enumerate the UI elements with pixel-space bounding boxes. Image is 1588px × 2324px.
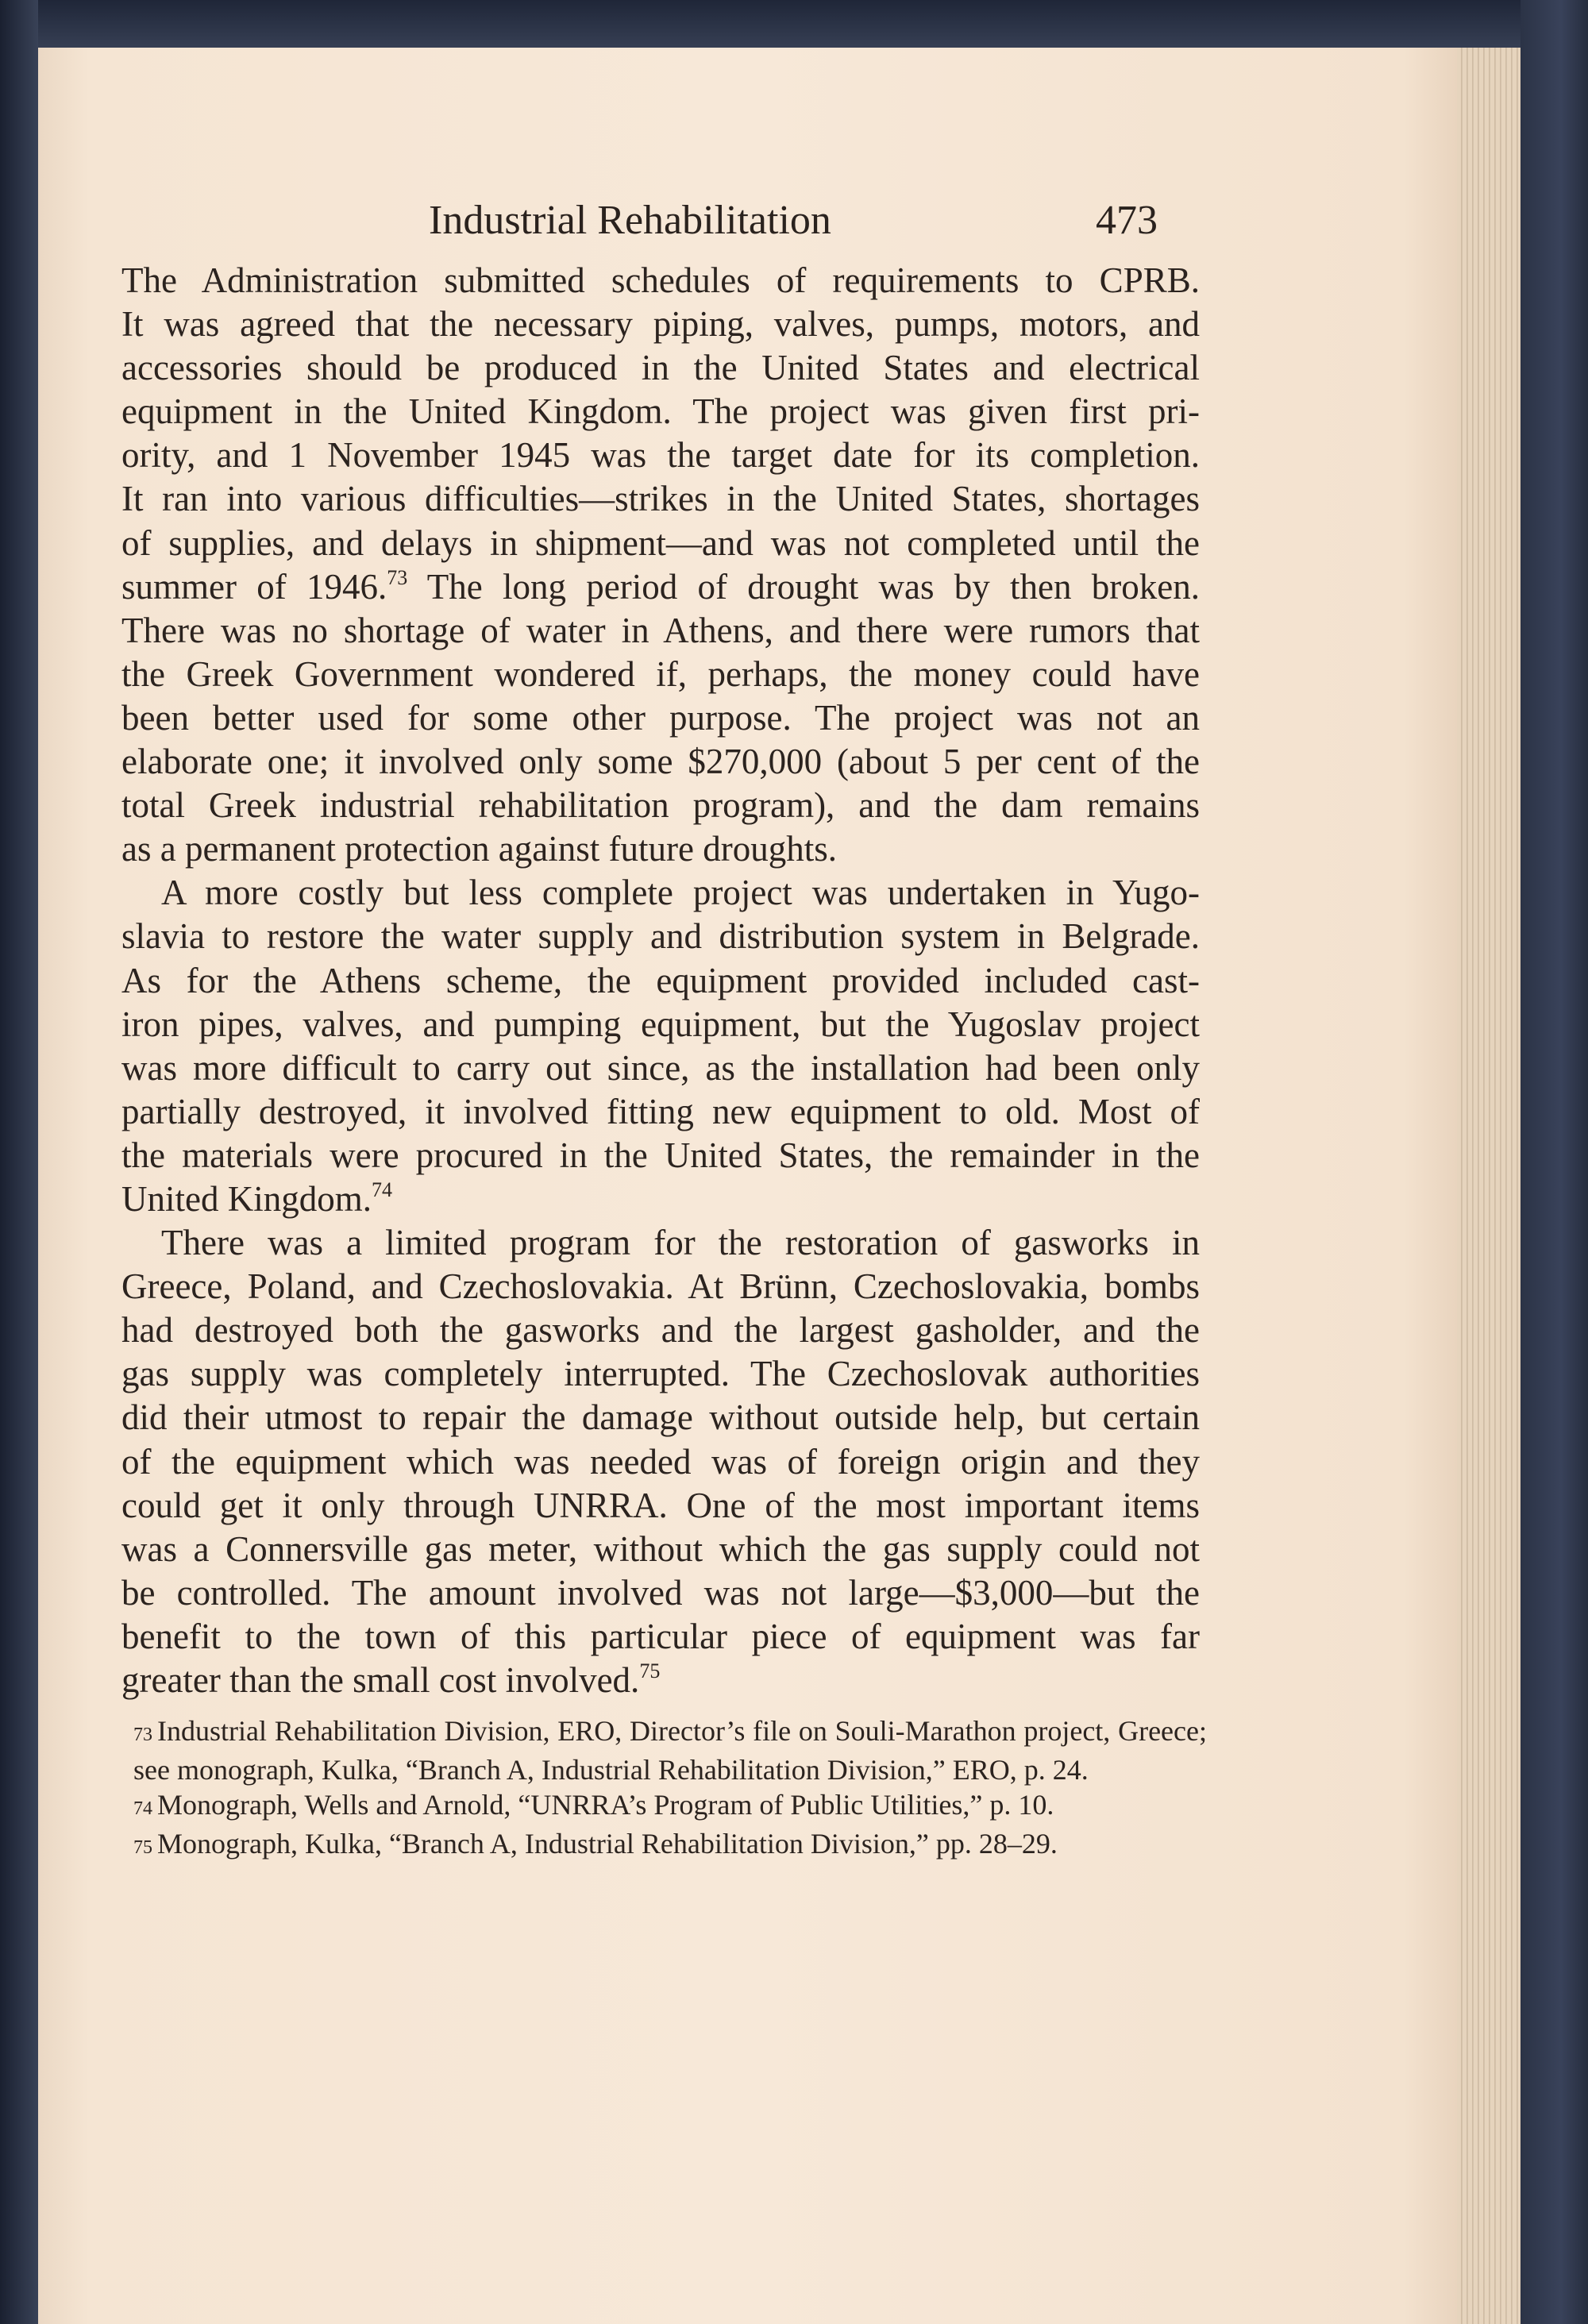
text-line: gas supply was completely interrupted. The Czechoslovak authorities [121, 1354, 1200, 1394]
text-line: be controlled. The amount involved was not large—$3,000—but the [121, 1572, 1200, 1613]
book-binding-left [0, 0, 38, 2324]
text-line: There was a limited program for the restoration of gasworks in [161, 1223, 1200, 1263]
footnote-text: Monograph, Wells and Arnold, “UNRRA’s Program of Public Utilities,” p. 10. [157, 1789, 1054, 1821]
text-line: of supplies, and delays in shipment—and was not completed until the [121, 522, 1200, 563]
footnote [133, 1787, 1207, 1826]
text-line: Greece, Poland, and Czechoslovakia. At Brünn, Czechoslovakia, bombs [121, 1266, 1200, 1307]
footnote-text: Monograph, Kulka, “Branch A, Industrial Rehabilitation Division,” pp. 28–29. [157, 1828, 1058, 1860]
text-line: as a permanent protection against future droughts. [121, 829, 837, 869]
text-line: accessories should be produced in the United States and electrical [121, 348, 1200, 388]
text-line: It was agreed that the necessary piping, valves, pumps, motors, and [121, 304, 1200, 345]
text-line: The Administration submitted schedules of requirements to CPRB. [121, 260, 1200, 300]
footnote-number: 74 [133, 1798, 152, 1819]
running-title: Industrial Rehabilitation [429, 198, 831, 243]
text-line: did their utmost to repair the damage without outside help, but certain [121, 1397, 1200, 1438]
footnote [133, 1713, 1207, 1787]
text-line: ority, and 1 November 1945 was the target date for its completion. [121, 435, 1200, 476]
text-line: benefit to the town of this particular piece of equipment was far [121, 1616, 1200, 1656]
body-text [121, 259, 1200, 1702]
text-line: could get it only through UNRRA. One of the most important items [121, 1485, 1200, 1525]
text-line: United Kingdom.$^{74}$ [121, 1177, 392, 1219]
text-line: total Greek industrial rehabilitation program), and the dam remains [121, 785, 1200, 826]
book-cover-right-edge [1521, 0, 1588, 2324]
text-line: had destroyed both the gasworks and the largest gasholder, and the [121, 1310, 1200, 1351]
footnote-ref: 73 [387, 565, 408, 589]
page-edges-stack [1457, 48, 1521, 2324]
text-line: the materials were procured in the United States, the remainder in the [121, 1135, 1200, 1175]
text-line: summer of 1946.73 The long period of drought was by then broken. [121, 565, 1200, 607]
text-line: There was no shortage of water in Athens, and there were rumors that [121, 610, 1200, 650]
footnotes [133, 1713, 1207, 1865]
footnote-number: 73 [133, 1725, 152, 1745]
page-number: 473 [1096, 198, 1158, 243]
footnote-text: Industrial Rehabilitation Division, ERO, Director’s file on Souli-Marathon project, Greece; see monograph, Kulka, “Branch A, Industrial Rehabilitation Division,” ERO, p. 24. [133, 1715, 1207, 1786]
text-line: equipment in the United Kingdom. The project was given first pri- [121, 391, 1200, 432]
footnote-ref: 74 [371, 1177, 392, 1201]
text-line: greater than the small cost involved.$^{75}$ [121, 1659, 661, 1700]
footnote [133, 1826, 1207, 1865]
text-line: was a Connersville gas meter, without which the gas supply could not [121, 1528, 1200, 1569]
text-line: iron pipes, valves, and pumping equipment, but the Yugoslav project [121, 1004, 1200, 1044]
text-line: A more costly but less complete project was undertaken in Yugo- [161, 873, 1200, 913]
text-line: the Greek Government wondered if, perhaps, the money could have [121, 653, 1200, 694]
text-line: been better used for some other purpose. The project was not an [121, 697, 1200, 738]
text-line: As for the Athens scheme, the equipment provided included cast- [121, 960, 1200, 1000]
text-line: It ran into various difficulties—strikes in the United States, shortages [121, 479, 1200, 519]
text-line: slavia to restore the water supply and distribution system in Belgrade. [121, 916, 1200, 957]
text-line: elaborate one; it involved only some $270,000 (about 5 per cent of the [121, 742, 1200, 782]
text-line: of the equipment which was needed was of foreign origin and they [121, 1441, 1200, 1482]
text-line: partially destroyed, it involved fitting new equipment to old. Most of [121, 1091, 1200, 1131]
text-line: was more difficult to carry out since, as the installation had been only [121, 1047, 1200, 1088]
footnote-number: 75 [133, 1837, 152, 1858]
footnote-ref: 75 [639, 1659, 661, 1682]
